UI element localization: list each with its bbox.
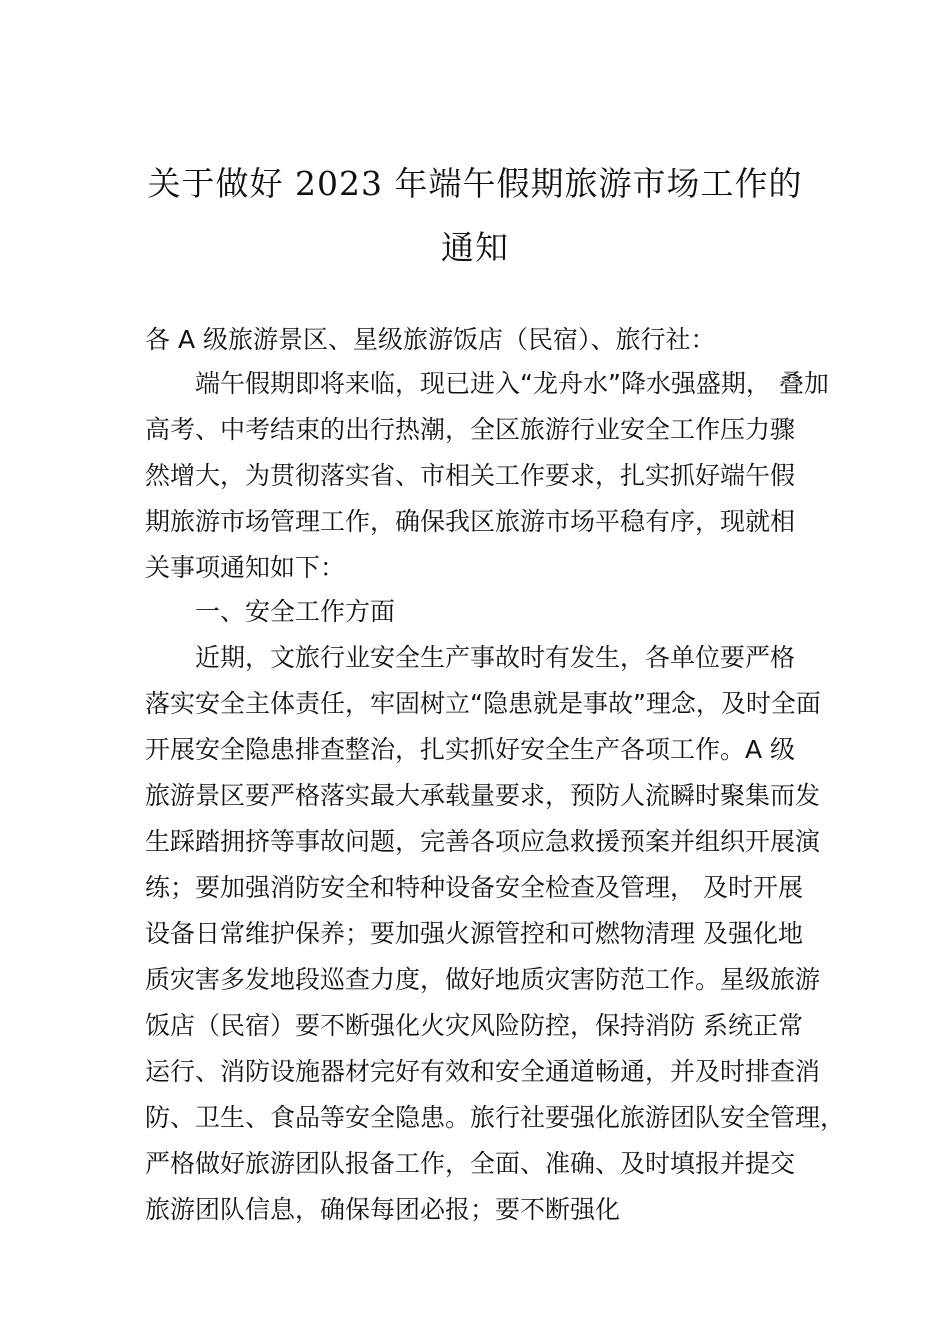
document-title-line-2: 通知 <box>441 228 509 267</box>
paragraph-line: 严格做好旅游团队报备工作，全面、准确、及时填报并提交 <box>145 1149 796 1178</box>
paragraph-line: 饭店（民宿）要不断强化火灾风险防控，保持消防 系统正常 <box>145 1011 803 1040</box>
paragraph-line: 旅游团队信息，确保每团必报；要不断强化 <box>145 1195 621 1224</box>
paragraph-line: 端午假期即将来临，现已进入“龙舟水”降水强盛期， 叠加 <box>195 369 829 398</box>
paragraph-line: 期旅游市场管理工作，确保我区旅游市场平稳有序，现就相 <box>145 507 796 536</box>
paragraph-line: 关事项通知如下： <box>145 553 346 582</box>
paragraph-line: 质灾害多发地段巡查力度，做好地质灾害防范工作。星级旅游 <box>145 965 821 994</box>
salutation: 各 A 级旅游景区、星级旅游饭店（民宿）、旅行社： <box>145 325 716 354</box>
paragraph-line: 运行、消防设施器材完好有效和安全通道畅通，并及时排查消 <box>145 1057 821 1086</box>
section-heading: 一、安全工作方面 <box>195 597 396 626</box>
paragraph-line: 旅游景区要严格落实最大承载量要求，预防人流瞬时聚集而发 <box>145 781 821 810</box>
document-title-line-1: 关于做好 2023 年端午假期旅游市场工作的 <box>147 164 803 203</box>
paragraph-line: 防、卫生、食品等安全隐患。旅行社要强化旅游团队安全管理， <box>145 1103 846 1132</box>
paragraph-line: 生踩踏拥挤等事故问题，完善各项应急救援预案并组织开展演 <box>145 827 821 856</box>
paragraph-line: 然增大，为贯彻落实省、市相关工作要求，扎实抓好端午假 <box>145 461 796 490</box>
paragraph-line: 落实安全主体责任，牢固树立“隐患就是事故”理念，及时全面 <box>145 689 821 718</box>
paragraph-line: 开展安全隐患排查整治，扎实抓好安全生产各项工作。A 级 <box>145 735 796 764</box>
paragraph-line: 练；要加强消防安全和特种设备安全检查及管理， 及时开展 <box>145 873 803 902</box>
paragraph-line: 近期，文旅行业安全生产事故时有发生，各单位要严格 <box>195 643 796 672</box>
paragraph-line: 设备日常维护保养；要加强火源管控和可燃物清理 及强化地 <box>145 919 803 948</box>
paragraph-line: 高考、中考结束的出行热潮，全区旅游行业安全工作压力骤 <box>145 415 796 444</box>
